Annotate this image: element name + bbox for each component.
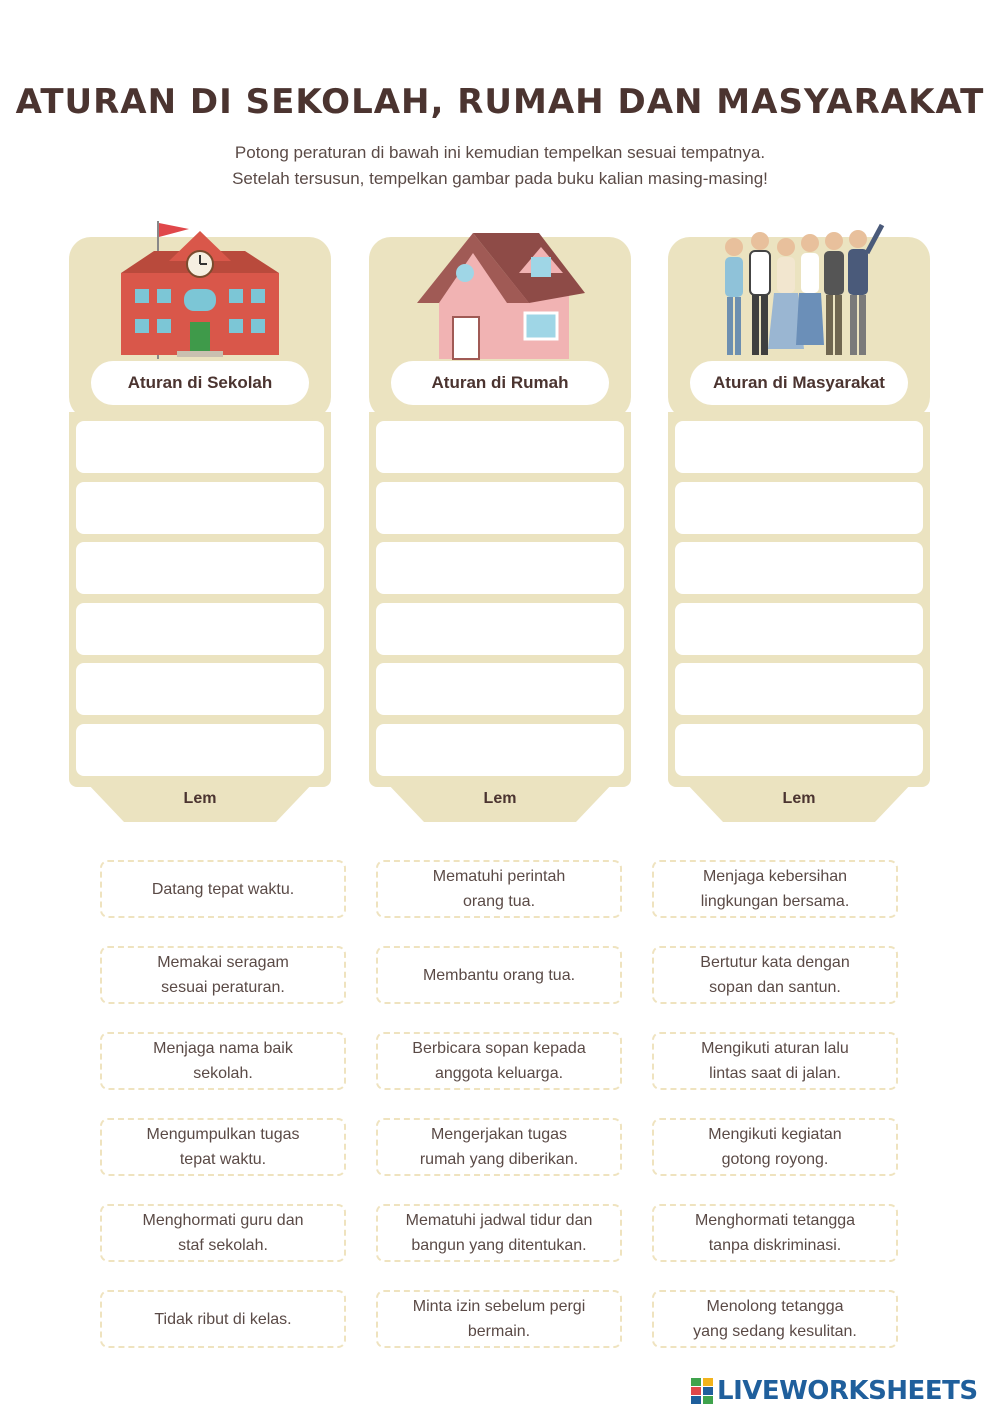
rule-card[interactable]: Membantu orang tua. (376, 946, 622, 1004)
paste-slot[interactable] (74, 601, 326, 657)
rule-card[interactable]: Menolong tetangga yang sedang kesulitan. (652, 1290, 898, 1348)
rule-card[interactable]: Tidak ribut di kelas. (100, 1290, 346, 1348)
brand-text: LIVEWORKSHEETS (717, 1376, 978, 1406)
rule-card[interactable]: Bertutur kata dengan sopan dan santun. (652, 946, 898, 1004)
instruction-line-2: Setelah tersusun, tempelkan gambar pada buku kalian masing-masing! (232, 169, 768, 188)
liveworksheets-logo-icon (691, 1378, 713, 1404)
paste-slot[interactable] (673, 480, 925, 536)
rule-card[interactable]: Menghormati tetangga tanpa diskriminasi. (652, 1204, 898, 1262)
column-masyarakat (668, 237, 930, 822)
column-rumah (369, 237, 631, 822)
rule-card[interactable]: Mematuhi perintah orang tua. (376, 860, 622, 918)
rule-card[interactable]: Mengikuti kegiatan gotong royong. (652, 1118, 898, 1176)
instruction-line-1: Potong peraturan di bawah ini kemudian tempelkan sesuai tempatnya. (234, 143, 766, 162)
paste-slot[interactable] (74, 722, 326, 778)
paste-slot[interactable] (673, 419, 925, 475)
paste-slot[interactable] (673, 601, 925, 657)
paste-slot[interactable] (374, 661, 626, 717)
paste-slot[interactable] (374, 722, 626, 778)
house-icon (369, 217, 631, 362)
paste-slot[interactable] (374, 540, 626, 596)
paste-slot[interactable] (673, 540, 925, 596)
rule-card[interactable]: Minta izin sebelum pergi bermain. (376, 1290, 622, 1348)
column-label: Aturan di Rumah (391, 361, 609, 405)
column-sekolah (69, 237, 331, 822)
column-header (668, 237, 930, 419)
rule-card[interactable]: Mengerjakan tugas rumah yang diberikan. (376, 1118, 622, 1176)
paste-slot[interactable] (74, 540, 326, 596)
school-building-icon (69, 217, 331, 362)
page-title: ATURAN DI SEKOLAH, RUMAH DAN MASYARAKAT (15, 82, 985, 122)
paste-slot[interactable] (673, 661, 925, 717)
paste-slot[interactable] (374, 480, 626, 536)
rule-card[interactable]: Mengikuti aturan lalu lintas saat di jalan. (652, 1032, 898, 1090)
paste-slot[interactable] (374, 419, 626, 475)
paste-slot[interactable] (673, 722, 925, 778)
rule-card[interactable]: Mematuhi jadwal tidur dan bangun yang ditentukan. (376, 1204, 622, 1262)
glue-label: Lem (782, 790, 816, 807)
rule-card[interactable]: Menjaga kebersihan lingkungan bersama. (652, 860, 898, 918)
rule-card[interactable]: Menjaga nama baik sekolah. (100, 1032, 346, 1090)
rule-card[interactable]: Mengumpulkan tugas tepat waktu. (100, 1118, 346, 1176)
column-header (369, 237, 631, 419)
rule-card[interactable]: Berbicara sopan kepada anggota keluarga. (376, 1032, 622, 1090)
column-header (69, 237, 331, 419)
paste-slot[interactable] (74, 480, 326, 536)
column-label: Aturan di Sekolah (91, 361, 309, 405)
paste-slot[interactable] (74, 661, 326, 717)
glue-label: Lem (483, 790, 517, 807)
rule-card[interactable]: Datang tepat waktu. (100, 860, 346, 918)
liveworksheets-brand (691, 1376, 978, 1406)
paste-slot[interactable] (374, 601, 626, 657)
column-label: Aturan di Masyarakat (690, 361, 908, 405)
paste-slot[interactable] (74, 419, 326, 475)
rule-card[interactable]: Memakai seragam sesuai peraturan. (100, 946, 346, 1004)
rule-card[interactable]: Menghormati guru dan staf sekolah. (100, 1204, 346, 1262)
community-people-icon (668, 217, 930, 362)
glue-label: Lem (183, 790, 217, 807)
